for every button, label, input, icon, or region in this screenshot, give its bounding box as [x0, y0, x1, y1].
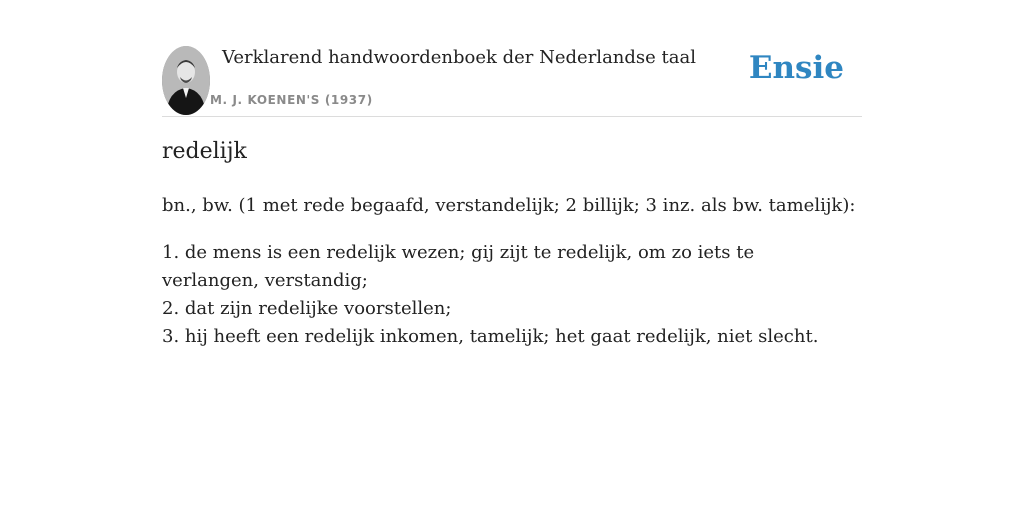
entry-headword: redelijk	[162, 139, 247, 164]
author-portrait-image	[162, 46, 210, 115]
entry-examples	[162, 239, 822, 351]
example-1: 1. de mens is een redelijk wezen; gij zijt te redelijk, om zo iets te verlangen, verstandig;	[162, 242, 755, 291]
author-portrait	[162, 46, 210, 115]
example-2: 2. dat zijn redelijke voorstellen;	[162, 298, 452, 319]
example-3: 3. hij heeft een redelijk inkomen, tamelijk; het gaat redelijk, niet slecht.	[162, 326, 819, 347]
author-label: M. J. KOENEN'S (1937)	[210, 93, 373, 107]
entry-definition: bn., bw. (1 met rede begaafd, verstandelijk; 2 billijk; 3 inz. als bw. tamelijk):	[162, 195, 856, 216]
ensie-logo[interactable]: Ensie	[748, 50, 844, 86]
dictionary-header	[162, 46, 862, 117]
book-title: Verklarend handwoordenboek der Nederlandse taal	[222, 47, 696, 68]
